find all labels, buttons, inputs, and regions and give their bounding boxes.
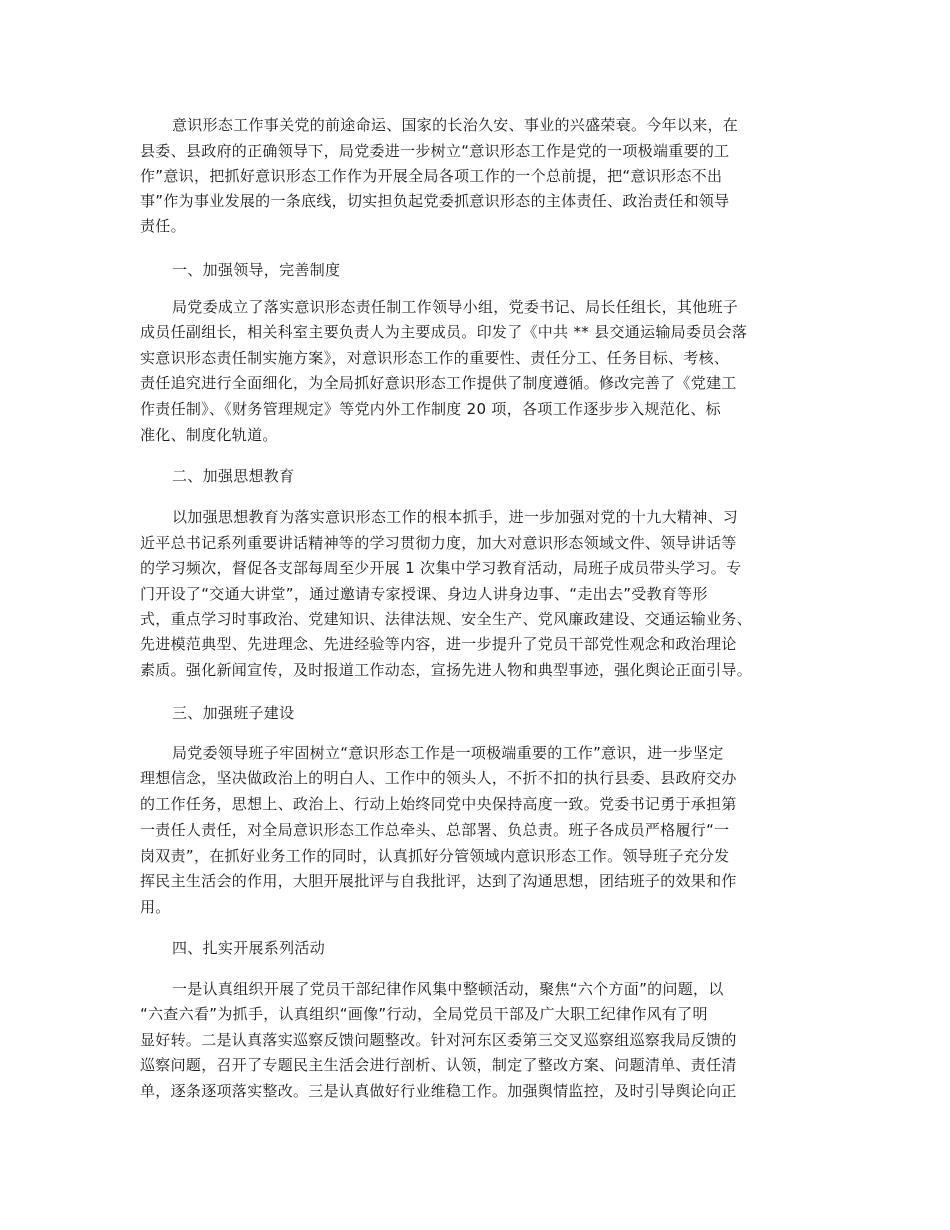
intro-line-5: 责任。	[140, 217, 186, 235]
p1-line-3: 实意识形态责任制实施方案》，对意识形态工作的重要性、责任分工、任务目标、考核、	[140, 349, 730, 367]
section-heading-3: 三、加强班子建设	[172, 704, 295, 722]
p4-line-4: 巡察问题，召开了专题民主生活会进行剖析、认领，制定了整改方案、问题清单、责任清	[140, 1056, 737, 1074]
p3-line-4: 一责任人责任，对全局意识形态工作总牵头、总部署、负总责。班子各成员严格履行“一	[140, 821, 730, 839]
p3-line-1: 局党委领导班子牢固树立“意识形态工作是一项极端重要的工作”意识，进一步坚定	[172, 744, 724, 762]
p1-line-6: 准化、制度化轨道。	[140, 426, 278, 444]
intro-line-4: 事”作为事业发展的一条底线，切实担负起党委抓意识形态的主体责任、政治责任和领导	[140, 192, 730, 210]
p1-line-4: 责任追究进行全面细化，为全局抓好意识形态工作提供了制度遵循。修改完善了《党建工	[140, 374, 737, 392]
p1-line-5: 作责任制》、《财务管理规定》等党内外工作制度 20 项，各项工作逐步步入规范化、标	[140, 400, 721, 418]
p3-line-5: 岗双责”，在抓好业务工作的同时，认真抓好分管领域内意识形态工作。领导班子充分发	[140, 847, 730, 865]
intro-line-1: 意识形态工作事关党的前途命运、国家的长治久安、事业的兴盛荣衰。今年以来，在	[172, 116, 739, 134]
p3-line-6: 挥民主生活会的作用，大胆开展批评与自我批评，达到了沟通思想，团结班子的效果和作	[140, 872, 737, 890]
p2-line-3: 的学习频次，督促各支部每周至少开展 1 次集中学习教育活动，局班子成员带头学习。专	[140, 559, 742, 577]
p3-line-7: 用。	[140, 898, 171, 916]
p2-line-1: 以加强思想教育为落实意识形态工作的根本抓手，进一步加强对党的十九大精神、习	[172, 508, 739, 526]
p2-line-7: 素质。强化新闻宣传，及时报道工作动态，宣扬先进人物和典型事迹，强化舆论正面引导。	[140, 661, 753, 679]
p1-line-2: 成员任副组长，相关科室主要负责人为主要成员。印发了《中共 ** 县交通运输局委员会落	[140, 323, 748, 341]
intro-line-2: 县委、县政府的正确领导下，局党委进一步树立“意识形态工作是党的一项极端重要的工	[140, 142, 730, 160]
p4-line-3: 显好转。二是认真落实巡察反馈问题整改。针对河东区委第三交叉巡察组巡察我局反馈的	[140, 1031, 737, 1049]
p4-line-2: “六查六看”为抓手，认真组织“画像”行动，全局党员干部及广大职工纪律作风有了明	[140, 1005, 708, 1023]
p2-line-6: 先进模范典型、先进理念、先进经验等内容，进一步提升了党员干部党性观念和政治理论	[140, 635, 737, 653]
section-heading-1: 一、加强领导，完善制度	[172, 261, 341, 279]
p3-line-3: 的工作任务，思想上、政治上、行动上始终同党中央保持高度一致。党委书记勇于承担第	[140, 795, 737, 813]
section-heading-4: 四、扎实开展系列活动	[172, 939, 326, 957]
intro-line-3: 作”意识，把抓好意识形态工作作为开展全局各项工作的一个总前提，把“意识形态不出	[140, 167, 723, 185]
p1-line-1: 局党委成立了落实意识形态责任制工作领导小组，党委书记、局长任组长，其他班子	[172, 298, 739, 316]
p3-line-2: 理想信念，坚决做政治上的明白人、工作中的领头人，不折不扣的执行县委、县政府交办	[140, 769, 737, 787]
p4-line-1: 一是认真组织开展了党员干部纪律作风集中整顿活动，聚焦“六个方面”的问题，以	[172, 980, 724, 998]
p2-line-2: 近平总书记系列重要讲话精神等的学习贯彻力度，加大对意识形态领域文件、领导讲话等	[140, 534, 737, 552]
p4-line-5: 单，逐条逐项落实整改。三是认真做好行业维稳工作。加强舆情监控，及时引导舆论向正	[140, 1082, 737, 1100]
p2-line-5: 式，重点学习时事政治、党建知识、法律法规、安全生产、党风廉政建设、交通运输业务、	[140, 610, 753, 628]
section-heading-2: 二、加强思想教育	[172, 467, 295, 485]
p2-line-4: 门开设了“交通大讲堂”，通过邀请专家授课、身边人讲身边事、“走出去”受教育等形	[140, 585, 708, 603]
